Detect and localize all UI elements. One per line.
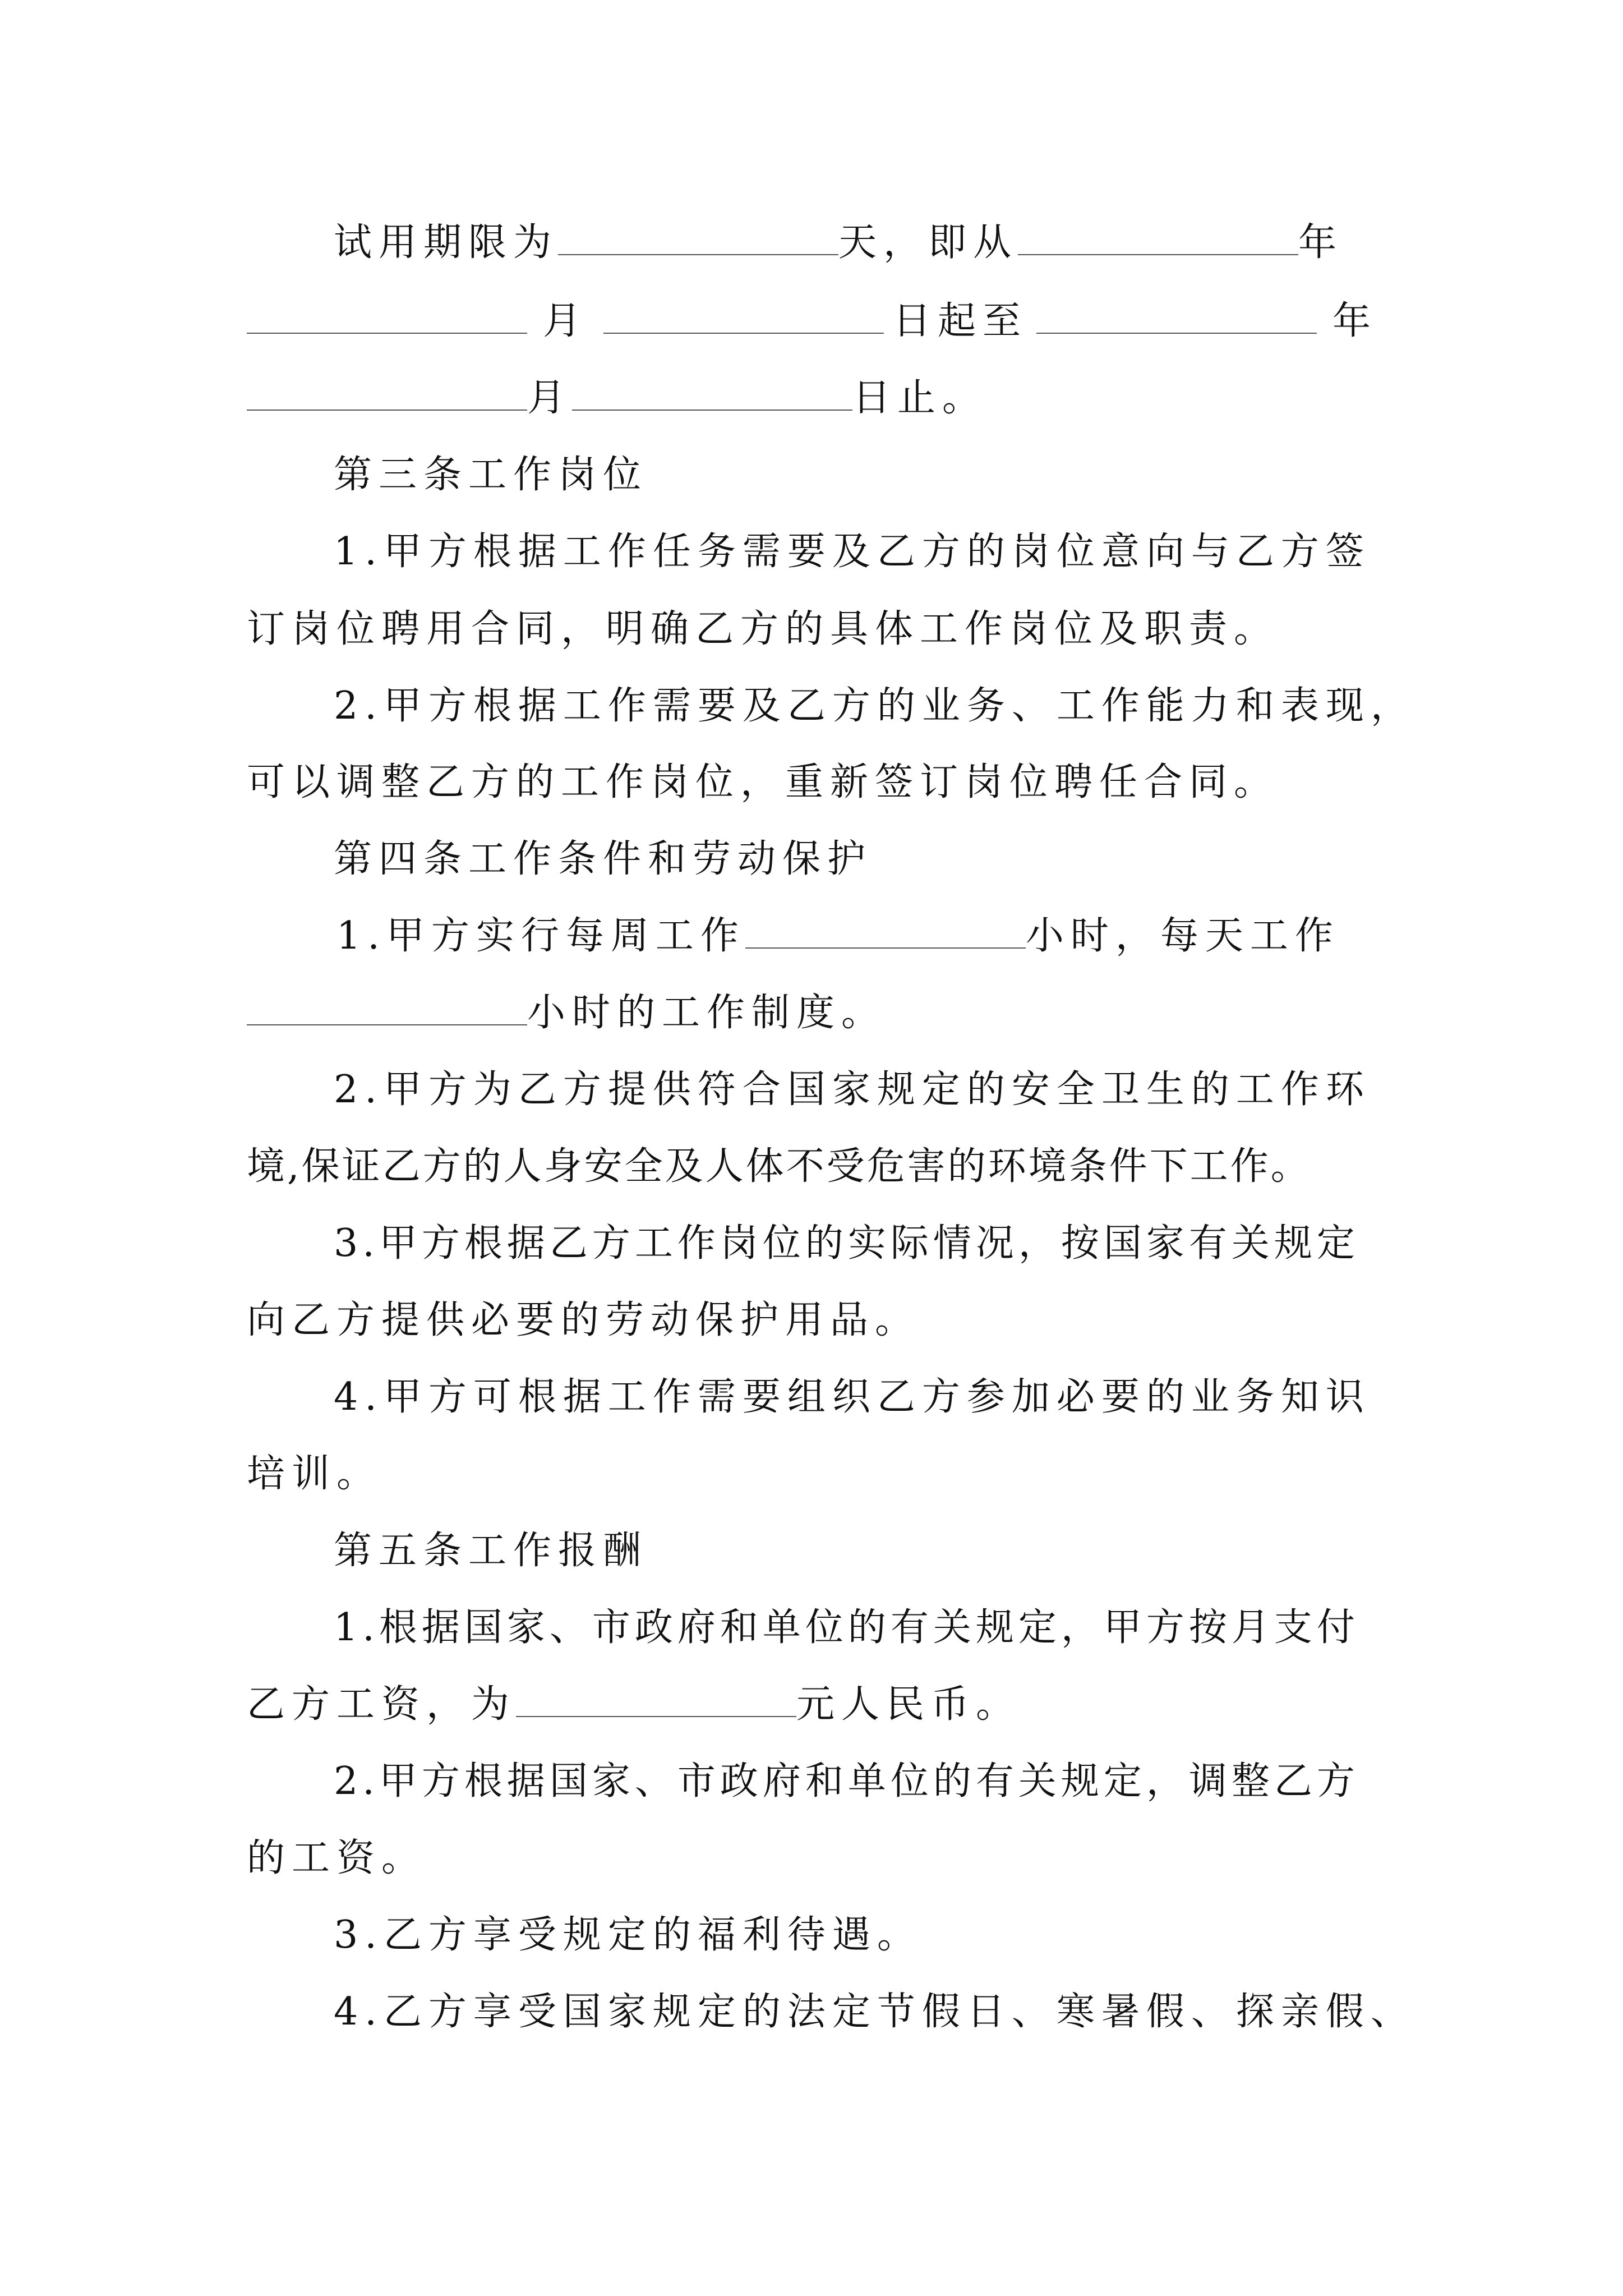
text-segment: 日起至 — [893, 299, 1028, 343]
paragraph-line: 2.甲方为乙方提供符合国家规定的安全卫生的工作环 — [334, 1068, 1371, 1112]
work-hours-line — [247, 905, 1391, 967]
trial-period-line-2 — [247, 291, 1391, 352]
section-heading-3: 第三条工作岗位 — [334, 453, 648, 497]
paragraph-line: 1.甲方根据工作任务需要及乙方的岗位意向与乙方签 — [334, 530, 1371, 574]
paragraph-line: 的工资。 — [247, 1836, 427, 1880]
fill-blank-salary[interactable] — [516, 1682, 796, 1717]
text-segment: 月 — [527, 376, 573, 420]
text-segment: 1.甲方实行每周工作 — [336, 914, 745, 958]
paragraph-line: 向乙方提供必要的劳动保护用品。 — [247, 1298, 920, 1342]
salary-line — [247, 1674, 1391, 1736]
fill-blank-start-year[interactable] — [1018, 220, 1298, 255]
text-segment: 小时的工作制度。 — [527, 991, 887, 1035]
text-segment: 元人民币。 — [796, 1682, 1021, 1727]
text-segment: 天，即从 — [838, 220, 1018, 265]
paragraph-line: 培训。 — [247, 1452, 382, 1496]
paragraph-line: 订岗位聘用合同，明确乙方的具体工作岗位及职责。 — [247, 607, 1279, 651]
fill-blank-days[interactable] — [558, 220, 838, 255]
trial-period-line-3 — [247, 367, 1391, 429]
text-segment: 年 — [1298, 220, 1344, 265]
text-segment: 日止。 — [852, 376, 988, 420]
text-segment: 小时，每天工作 — [1025, 914, 1340, 958]
paragraph-line: 2.甲方根据工作需要及乙方的业务、工作能力和表现， — [334, 684, 1415, 728]
trial-period-line — [247, 212, 1391, 274]
work-hours-line-2 — [247, 982, 1391, 1044]
paragraph-line: 3.乙方享受规定的福利待遇。 — [334, 1913, 922, 1957]
section-heading-4: 第四条工作条件和劳动保护 — [334, 837, 873, 881]
paragraph-line: 可以调整乙方的工作岗位，重新签订岗位聘任合同。 — [247, 760, 1279, 804]
text-segment: 试用期限为 — [334, 220, 559, 265]
fill-blank-daily-hours[interactable] — [247, 991, 527, 1025]
paragraph-line: 4.乙方享受国家规定的法定节假日、寒暑假、探亲假、 — [334, 1990, 1415, 2034]
paragraph-line: 3.甲方根据乙方工作岗位的实际情况，按国家有关规定 — [334, 1221, 1359, 1266]
paragraph-line: 境,保证乙方的人身安全及人体不受危害的环境条件下工作。 — [247, 1144, 1311, 1189]
fill-blank-weekly-hours[interactable] — [745, 914, 1026, 949]
fill-blank-start-day[interactable] — [603, 299, 884, 334]
text-segment: 乙方工资，为 — [247, 1682, 517, 1727]
fill-blank-end-month[interactable] — [247, 376, 527, 411]
text-segment: 年 — [1332, 299, 1378, 343]
fill-blank-start-month[interactable] — [247, 299, 527, 334]
paragraph-line: 2.甲方根据国家、市政府和单位的有关规定，调整乙方 — [334, 1759, 1359, 1803]
fill-blank-end-day[interactable] — [572, 376, 852, 411]
paragraph-line: 1.根据国家、市政府和单位的有关规定，甲方按月支付 — [334, 1605, 1359, 1650]
fill-blank-end-year[interactable] — [1036, 299, 1317, 334]
section-heading-5: 第五条工作报酬 — [334, 1529, 648, 1573]
text-segment: 月 — [543, 299, 588, 343]
paragraph-line: 4.甲方可根据工作需要组织乙方参加必要的业务知识 — [334, 1375, 1371, 1419]
